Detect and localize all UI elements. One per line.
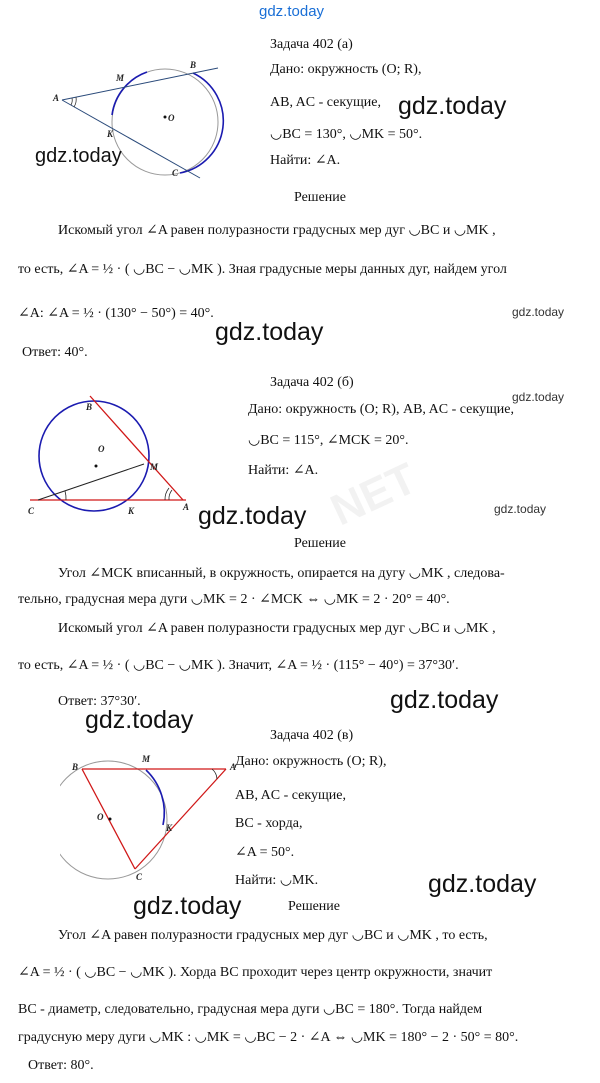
given-c-4: ∠A = 50°. xyxy=(235,845,295,860)
circle-a xyxy=(112,69,218,175)
watermark-b-4: gdz.today xyxy=(390,686,499,714)
label-b-b: B xyxy=(86,402,93,412)
label-m-b: M xyxy=(150,462,159,472)
text-c-1: Угол ∠A равен полуразности градусных мер дуг ◡BC и ◡MK , то есть, xyxy=(58,928,488,943)
given-b-2: ◡BC = 115°, ∠MCK = 20°. xyxy=(248,433,409,448)
top-watermark[interactable]: gdz.today xyxy=(259,3,325,20)
text-b-1: Угол ∠MCK вписанный, в окружность, опирается на дугу ◡MK , следова- xyxy=(58,566,505,581)
title-c: Задача 402 (в) xyxy=(270,728,354,743)
watermark-a-3: gdz.today xyxy=(512,305,565,319)
label-b: B xyxy=(190,60,197,70)
label-o: O xyxy=(168,113,175,123)
find-c: Найти: ◡MK. xyxy=(235,873,319,888)
label-m: M xyxy=(116,73,125,83)
given-a-2: AB, AC - секущие, xyxy=(270,95,381,110)
label-c-b: C xyxy=(28,506,35,516)
answer-b: Ответ: 37°30′. xyxy=(58,694,141,709)
label-c: C xyxy=(172,168,179,178)
watermark-a-4: gdz.today xyxy=(215,318,324,346)
solution-a: Решение xyxy=(293,190,346,205)
watermark-c-3: gdz.today xyxy=(133,892,242,920)
given-a-1: Дано: окружность (O; R), xyxy=(270,62,422,77)
label-b-c: B xyxy=(72,762,79,772)
chord-cm xyxy=(38,464,144,500)
title-a: Задача 402 (а) xyxy=(270,37,353,52)
watermark-c-1: gdz.today xyxy=(85,706,194,734)
answer-a: Ответ: 40°. xyxy=(22,345,88,360)
given-b-1: Дано: окружность (O; R), AB, AC - секущие, xyxy=(248,402,514,417)
given-a-3: ◡BC = 130°, ◡MK = 50°. xyxy=(270,127,423,142)
find-a: Найти: ∠A. xyxy=(270,153,341,168)
given-c-3: BC - хорда, xyxy=(235,816,303,831)
label-k-c: K xyxy=(166,823,173,833)
given-c-1: Дано: окружность (O; R), xyxy=(235,754,387,769)
label-o-c: O xyxy=(97,812,104,822)
text-c-2: ∠A = ½ · ( ◡BC − ◡MK ). Хорда BC проходит через центр окружности, значит xyxy=(18,965,493,980)
label-o-b: O xyxy=(98,444,105,454)
watermark-b-1: gdz.today xyxy=(512,390,565,404)
text-a-1: Искомый угол ∠A равен полуразности градусных мер дуг ◡BC и ◡MK , xyxy=(58,223,496,238)
text-a-3: ∠A: ∠A = ½ · (130° − 50°) = 40°. xyxy=(18,306,214,321)
secant-ac-c xyxy=(135,769,226,869)
label-a-c: A xyxy=(230,762,237,772)
label-m-c: M xyxy=(142,754,151,764)
circle-c xyxy=(60,761,167,879)
label-a-b: A xyxy=(183,502,190,512)
label-c-c: C xyxy=(136,872,143,882)
label-k: K xyxy=(107,129,114,139)
watermark-a-1: gdz.today xyxy=(398,92,507,120)
arc-bc-a xyxy=(180,73,223,173)
label-a: A xyxy=(53,93,60,103)
text-b-2: тельно, градусная мера дуги ◡MK = 2 · ∠MCK ⇔ ◡MK = 2 · 20° = 40°. xyxy=(18,592,450,607)
label-k-b: K xyxy=(128,506,135,516)
watermark-a-2: gdz.today xyxy=(35,145,122,167)
text-c-3: BC - диаметр, следовательно, градусная мера дуги ◡BC = 180°. Тогда найдем xyxy=(18,1002,483,1017)
arc-mk-c xyxy=(146,770,164,825)
watermark-b-3: gdz.today xyxy=(198,502,307,530)
text-b-3: Искомый угол ∠A равен полуразности градусных мер дуг ◡BC и ◡MK , xyxy=(58,621,496,636)
answer-c: Ответ: 80°. xyxy=(28,1058,94,1073)
diagram-b xyxy=(28,390,218,530)
text-b-4: то есть, ∠A = ½ · ( ◡BC − ◡MK ). Значит, ∠A = ½ · (115° − 40°) = 37°30′. xyxy=(18,658,459,673)
secant-ab xyxy=(62,68,218,100)
text-a-2: то есть, ∠A = ½ · ( ◡BC − ◡MK ). Зная градусные меры данных дуг, найдем угол xyxy=(18,262,507,277)
solution-c: Решение xyxy=(288,899,341,914)
watermark-b-2: gdz.today xyxy=(494,502,547,516)
ghost-watermark: NET xyxy=(323,453,425,536)
text-c-4: градусную меру дуги ◡MK : ◡MK = ◡BC − 2 · ∠A ⇔ ◡MK = 180° − 2 · 50° = 80°. xyxy=(18,1030,519,1045)
find-b: Найти: ∠A. xyxy=(248,463,319,478)
solution-b: Решение xyxy=(293,536,346,551)
given-c-2: AB, AC - секущие, xyxy=(235,788,346,803)
watermark-c-2: gdz.today xyxy=(428,870,537,898)
title-b: Задача 402 (б) xyxy=(270,375,354,390)
